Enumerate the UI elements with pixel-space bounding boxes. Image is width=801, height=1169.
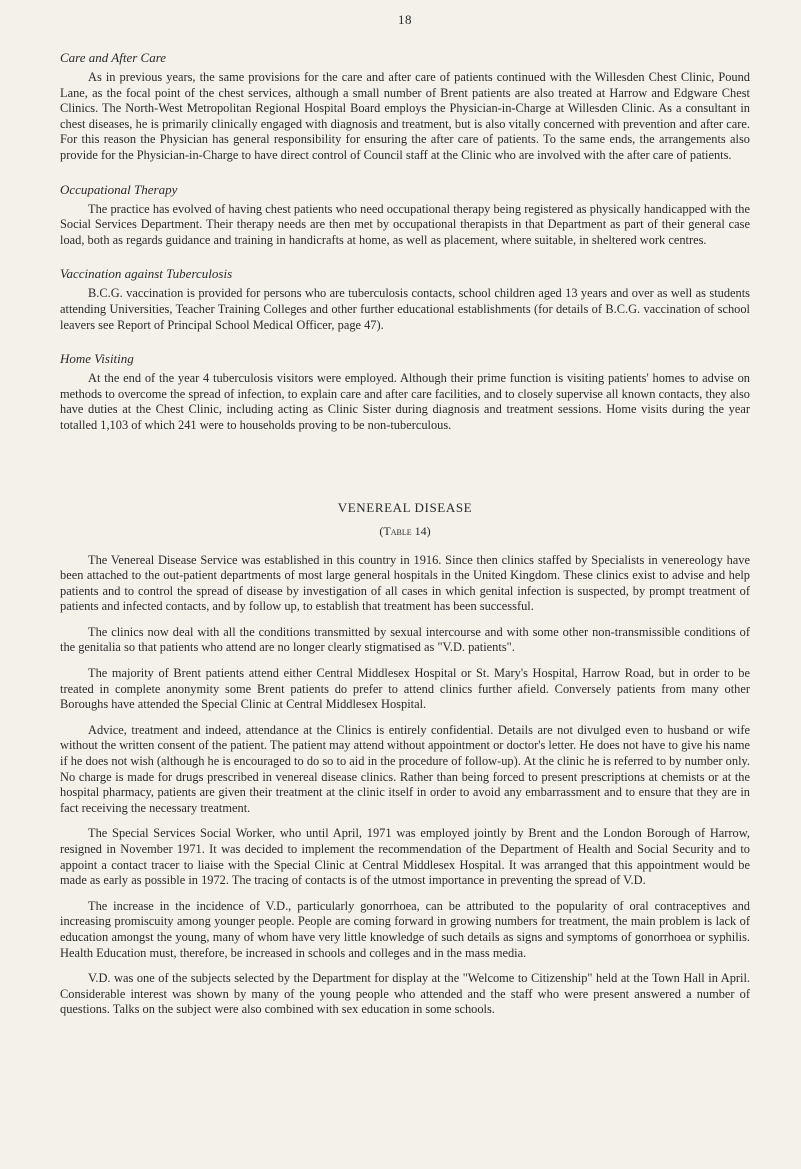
page-number: 18 xyxy=(398,12,412,27)
document-page xyxy=(60,12,750,1028)
vd-paragraph: The clinics now deal with all the conditions transmitted by sexual intercourse and with some other non-transmissible conditions of the genitalia so that patients who attend are no longer clearly stigmatised as "V.D. patients". xyxy=(60,624,750,655)
vd-paragraph: Advice, treatment and indeed, attendance at the Clinics is entirely confidential. Details are not divulged even to husband or wife without the written consent of the patient. The patient may attend without appointment or doctor's letter. He does not have to give his name if he does not wish (although he is encouraged to do so to aid in the procedure of follow-up). At the clinic he is referred to by number only. No charge is made for drugs prescribed in venereal disease clinics. Rather than being forced to present prescriptions at chemists or at the hospital pharmacy, patients are given their treatment at the clinic itself in order to avoid any embarrassment and to ensure that they are in fact receiving the necessary treatment. xyxy=(60,722,750,815)
section-heading: Vaccination against Tuberculosis xyxy=(60,266,233,282)
section-home-visiting xyxy=(60,351,750,433)
section-heading: Occupational Therapy xyxy=(60,181,178,197)
vd-paragraph: The increase in the incidence of V.D., particularly gonorrhoea, can be attributed to the popularity of oral contraceptives and increasing promiscuity among younger people. People are coming forward in growing numbers for treatment, the main problem is lack of education amongst the young, many of whom have very little knowledge of such details as signs and symptoms of gonorrhoea or syphilis. Health Education must, therefore, be increased in schools and colleges and in the mass media. xyxy=(60,898,750,960)
section-paragraph: As in previous years, the same provisions for the care and after care of patients continued with the Willesden Chest Clinic, Pound Lane, as the focal point of the chest services, although a small number of Brent patients are also treated at Harrow and Edgware Chest Clinics. The North-West Metropolitan Regional Hospital Board employs the Physician-in-Charge at Willesden Clinic. As a consultant in chest diseases, he is primarily clinically engaged with diagnosis and treatment, but is also vitally concerned with prevention and after care. For this reason the Physician has general responsibility for ensuring the after care of patients. To the same ends, the arrangements also provide for the Physician-in-Charge to have direct control of Council staff at the Clinic who are involved with the after care of patients. xyxy=(60,70,750,162)
section-vaccination xyxy=(60,266,750,333)
section-heading: Care and After Care xyxy=(60,50,167,65)
section-occupational-therapy xyxy=(60,182,750,249)
vd-paragraph: The Special Services Social Worker, who until April, 1971 was employed jointly by Brent and the London Borough of Harrow, resigned in November 1971. It was decided to implement the recommendation of the Department of Health and Social Security and to appoint a contact tracer to liaise with the Special Clinic at Central Middlesex Hospital. It was arranged that this appointment would be made as early as possible in 1972. The tracing of contacts is of the utmost importance in preventing the spread of V.D. xyxy=(60,826,750,888)
table-ref-label: Table xyxy=(383,523,412,538)
venereal-disease-section xyxy=(60,500,750,1018)
section-paragraph: B.C.G. vaccination is provided for persons who are tuberculosis contacts, school children aged 13 years and over as well as students attending Universities, Teacher Training Colleges and other further educational establishments (for details of B.C.G. vaccination of school leavers see Report of Principal School Medical Officer, page 47). xyxy=(60,286,750,332)
main-heading: VENEREAL DISEASE xyxy=(337,499,473,515)
vd-paragraph: The majority of Brent patients attend either Central Middlesex Hospital or St. Mary's Hospital, Harrow Road, but in order to be treated in complete anonymity some Brent patients do prefer to attend clinics further afield. Conversely patients from many other Boroughs have attended the Special Clinic at Central Middlesex Hospital. xyxy=(60,666,750,712)
table-ref-open: ( xyxy=(379,523,384,538)
vd-paragraph: The Venereal Disease Service was established in this country in 1916. Since then clinics staffed by Specialists in venereology have been attached to the out-patient departments of most large general hospitals in the United Kingdom. These clinics exist to advise and help patients and to control the spread of disease by investigation of all cases in which genital infection is suspected, by prompt treatment of patients and infected contacts, and by follow up, to establish that treatment has been successful. xyxy=(60,552,750,614)
vd-paragraph: V.D. was one of the subjects selected by the Department for display at the "Welcome to Citizenship" held at the Town Hall in April. Considerable interest was shown by many of the young people who attended and the staff who were present answered a number of questions. Talks on the subject were also combined with sex education in some schools. xyxy=(60,971,750,1017)
table-reference xyxy=(60,524,750,539)
section-paragraph: The practice has evolved of having chest patients who need occupational therapy being registered as physically handicapped with the Social Services Department. Their therapy needs are then met by occupational therapists in that Department as part of their general case load, both as regards guidance and training in handicrafts at home, as well as placement, where suitable, in sheltered work centres. xyxy=(60,201,750,247)
section-paragraph: At the end of the year 4 tuberculosis visitors were employed. Although their prime function is visiting patients' homes to advise on methods to overcome the spread of infection, to explain care and after care facilities, and to closely supervise all known contacts, they also have duties at the Chest Clinic, including acting as Clinic Sister during diagnosis and treatment sessions. Home visits during the year totalled 1,103 of which 241 were to households proving to be non-tuberculous. xyxy=(60,371,750,432)
table-ref-number: 14) xyxy=(411,523,431,538)
section-care-and-after-care xyxy=(60,50,750,164)
section-heading: Home Visiting xyxy=(60,351,134,367)
